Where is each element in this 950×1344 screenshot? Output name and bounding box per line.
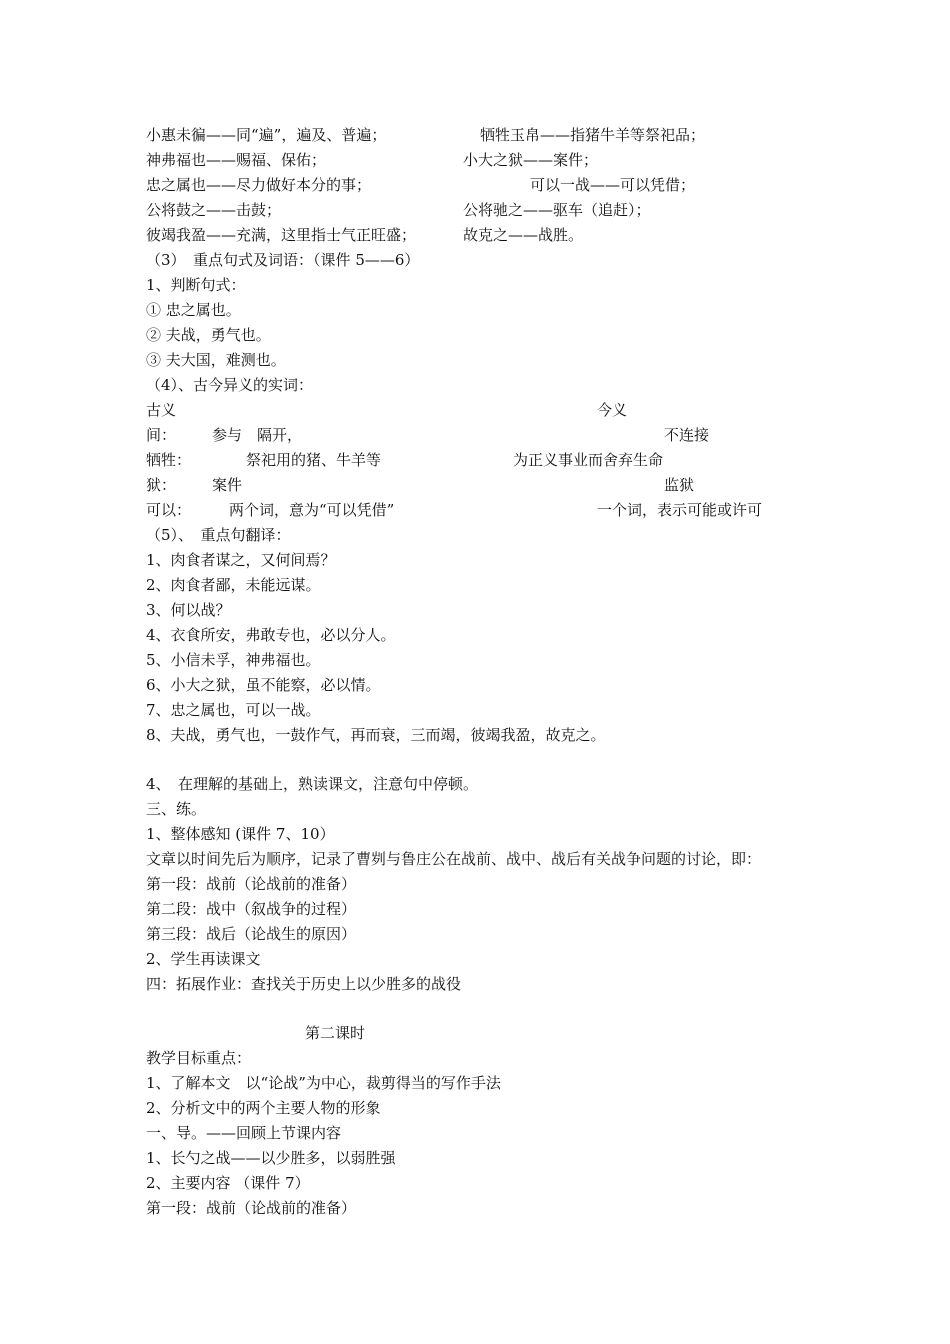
overall-perception: 1、整体感知 (课件 7、10）: [146, 825, 335, 843]
teaching-goal: 2、分析文中的两个主要人物的形象: [146, 1099, 381, 1117]
section-3-heading: （3） 重点句式及词语：（课件 5——6）: [146, 251, 420, 269]
lesson-2-title: 第二课时: [305, 1024, 366, 1042]
translation-sentence: 8、夫战，勇气也，一鼓作气，再而衰，三而竭，彼竭我盈，故克之。: [146, 726, 606, 744]
word-modern-meaning: 为正义事业而舍弃生命: [513, 451, 664, 469]
translation-sentence: 1、肉食者谋之，又何间焉？: [146, 551, 336, 569]
vocab-left-5: 彼竭我盈——充满，这里指士气正旺盛；: [146, 226, 417, 244]
translation-sentence: 2、肉食者鄙，未能远谋。: [146, 576, 321, 594]
review-item: 1、长勺之战——以少胜多，以弱胜强: [146, 1149, 396, 1167]
word-ancient-meaning: 参与 隔开，: [212, 426, 303, 444]
paragraph-summary: 第一段：战前（论战前的准备）: [146, 1199, 357, 1217]
paragraph-summary: 第二段：战中（叙战争的过程）: [146, 900, 357, 918]
structure-summary: 文章以时间先后为顺序，记录了曹刿与鲁庄公在战前、战中、战后有关战争问题的讨论，即：: [146, 850, 762, 868]
section-4-heading: （4）、古今异义的实词：: [146, 376, 314, 394]
section-5-heading: （5）、 重点句翻译：: [146, 526, 291, 544]
word-term: 狱：: [146, 476, 177, 494]
judgment-sentence-1: ① 忠之属也。: [146, 301, 241, 319]
word-ancient-meaning: 案件: [212, 476, 243, 494]
section-3-subheading: 1、判断句式：: [146, 276, 246, 294]
review-item: 2、主要内容 （课件 7）: [146, 1174, 310, 1192]
judgment-sentence-2: ② 夫战，勇气也。: [146, 326, 271, 344]
translation-sentence: 4、衣食所安，弗敢专也，必以分人。: [146, 626, 396, 644]
translation-sentence: 7、忠之属也，可以一战。: [146, 701, 321, 719]
teaching-goal: 1、了解本文 以“论战”为中心，裁剪得当的写作手法: [146, 1074, 501, 1092]
vocab-right-1: 牺牲玉帛——指猪牛羊等祭祀品；: [480, 126, 706, 144]
word-term: 牺牲：: [146, 451, 192, 469]
teaching-goals-heading: 教学目标重点：: [146, 1049, 252, 1067]
vocab-right-4: 公将驰之——驱车（追赶）；: [463, 201, 651, 219]
vocab-left-1: 小惠未徧——同“遍”，遍及、普遍；: [146, 126, 387, 144]
modern-meaning-header: 今义: [597, 401, 628, 419]
word-modern-meaning: 不连接: [664, 426, 710, 444]
vocab-left-4: 公将鼓之——击鼓；: [146, 201, 282, 219]
vocab-left-2: 神弗福也——赐福、保佑；: [146, 151, 327, 169]
judgment-sentence-3: ③ 夫大国，难测也。: [146, 351, 286, 369]
vocab-right-5: 故克之——战胜。: [463, 226, 584, 244]
review-heading: 一、导。——回顾上节课内容: [146, 1124, 342, 1142]
practice-heading: 三、练。: [146, 800, 207, 818]
word-term: 间：: [146, 426, 177, 444]
word-modern-meaning: 监狱: [664, 476, 695, 494]
ancient-meaning-header: 古义: [146, 401, 177, 419]
paragraph-summary: 第一段：战前（论战前的准备）: [146, 875, 357, 893]
vocab-left-3: 忠之属也——尽力做好本分的事；: [146, 176, 372, 194]
reread-step: 2、学生再读课文: [146, 950, 261, 968]
paragraph-summary: 第三段：战后（论战生的原因）: [146, 925, 357, 943]
word-modern-meaning: 一个词，表示可能或许可: [597, 501, 763, 519]
vocab-right-3: 可以一战——可以凭借；: [530, 176, 696, 194]
homework-assignment: 四：拓展作业：查找关于历史上以少胜多的战役: [146, 975, 462, 993]
translation-sentence: 3、何以战？: [146, 601, 231, 619]
reading-step: 4、 在理解的基础上，熟读课文，注意句中停顿。: [146, 775, 479, 793]
translation-sentence: 6、小大之狱，虽不能察，必以情。: [146, 676, 381, 694]
word-ancient-meaning: 祭祀用的猪、牛羊等: [246, 451, 382, 469]
translation-sentence: 5、小信未孚，神弗福也。: [146, 651, 321, 669]
word-term: 可以：: [146, 501, 192, 519]
word-ancient-meaning: 两个词，意为“可以凭借”: [229, 501, 395, 519]
vocab-right-2: 小大之狱——案件；: [463, 151, 599, 169]
